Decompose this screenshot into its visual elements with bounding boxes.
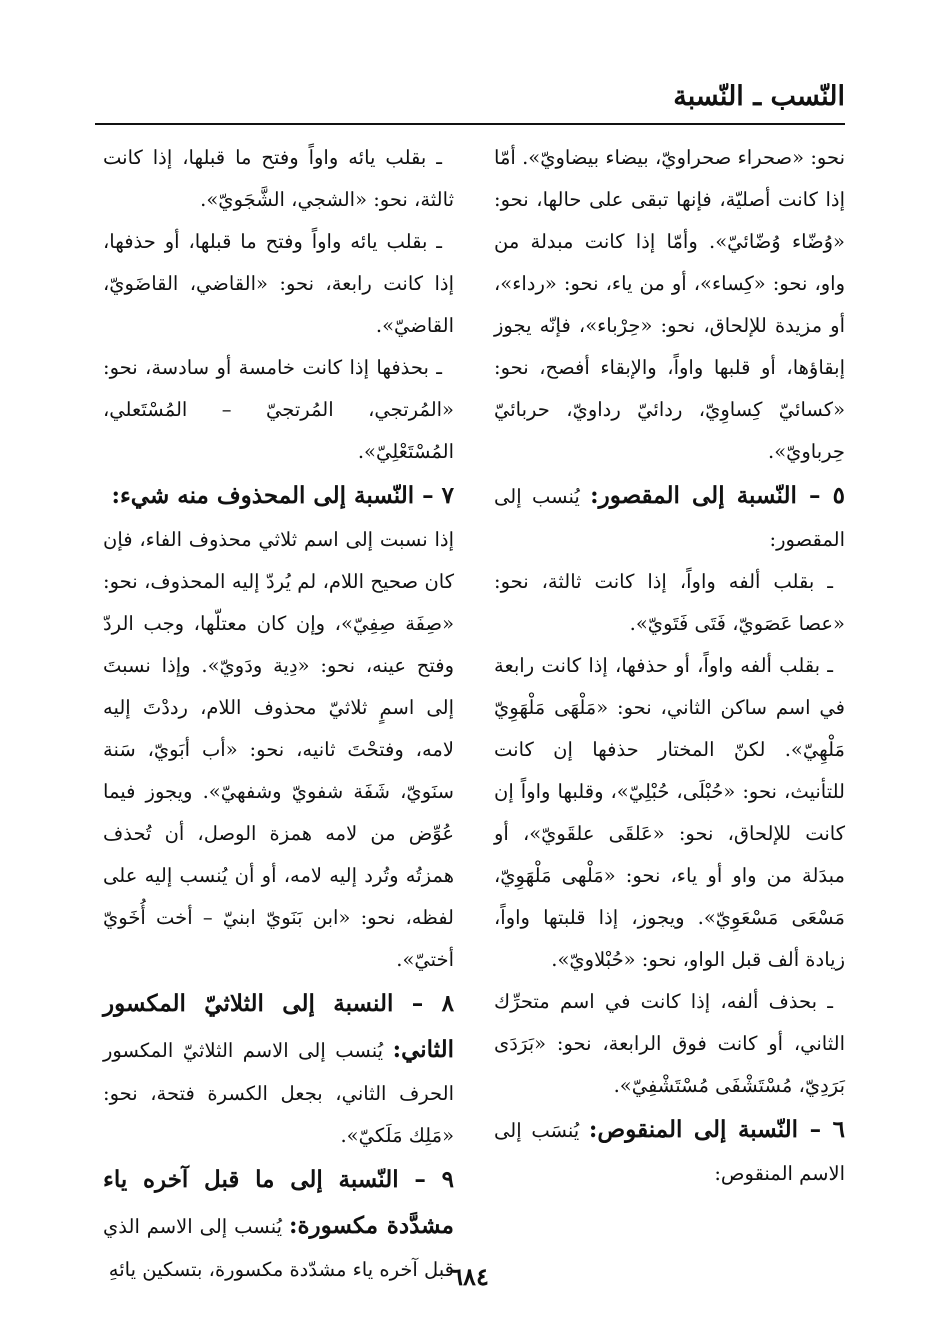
section-6 <box>494 1107 845 1195</box>
page-number: ٦٨٤ <box>450 1262 489 1291</box>
section-7-heading <box>103 473 454 519</box>
paragraph: ـ بحذف ألفه، إذا كانت في اسم متحرِّك الثاني، أو كانت فوق الرابعة، نحو: «بَرَدَى بَرَدِيّ، مُسْتَشْفَى مُسْتَشْفِيّ». <box>494 990 845 1097</box>
running-header: النّسب ـ النّسبة <box>673 81 845 112</box>
section-8 <box>103 981 454 1157</box>
paragraph: ـ بقلب ألفه واواً، أو حذفها، إذا كانت رابعة في اسم ساكن الثاني، نحو: «مَلْهَى مَلْهَوِيّ مَلْهِيّ». لكنّ المختار حذفها إن كانت للتأنيث، نحو: «حُبْلَى، حُبْلِيّ»، وقلبها واواً إن كانت للإلحاق، نحو: «عَلقَى علقَويّ»، أو مبدَلة من واو أو ياء، نحو: «مَلْهى مَلْهَوِيّ، مَسْعَى مَسْعَوِيّ». ويجوز، إذا قلبتها واواً، زيادة ألف قبل الواو، نحو: «حُبْلاويّ». <box>494 654 845 971</box>
header-rule <box>95 123 845 125</box>
section-heading: ٥ – النّسبة إلى المقصور: <box>590 482 845 509</box>
section-heading: ٨ – النسبة إلى الثلاثيّ المكسور الثاني: <box>103 990 454 1063</box>
section-intro: يُنسب إلى الاسم الذي قبل آخره ياء مشدّدة مكسورة، بتسكين يائهِ <box>103 1215 454 1281</box>
paragraph: ـ بقلب ألفه واواً، إذا كانت ثالثة، نحو: «عصا عَصَويّ، فَتَى فَتَويّ». <box>494 570 845 635</box>
section-intro: يُنسب إلى المقصور: <box>494 485 845 551</box>
section-intro: يُنسب إلى الاسم الثلاثيّ المكسور الحرف الثاني، بجعل الكسرة فتحة، نحو: «مَلِك مَلَكيّ». <box>103 1039 454 1147</box>
section-heading: ٦ – النّسبة إلى المنقوص: <box>588 1116 845 1143</box>
right-column <box>494 137 845 1247</box>
paragraph: ـ بقلب يائه واواً وفتح ما قبلها، أو حذفها، إذا كانت رابعة، نحو: «القاضي، القاضَويّ، القاضيّ». <box>103 230 454 337</box>
section-5 <box>494 473 845 561</box>
paragraph: إذا نسبت إلى اسم ثلاثي محذوف الفاء، فإن كان صحيح اللام، لم يُردّ إليه المحذوف، نحو: «صِفَة صِفِيّ»، وإن كان معتلّها، وجب الردّ وفتح عينه، نحو: «دِية ودَويّ». وإذا نسبتَ إلى اسمٍ ثلاثيّ محذوف اللام، رددْتَ إليه لامه، وفتحْتَ ثانيه، نحو: «أب أبَويّ، سَنة سنَويّ، شَفَة شفويّ وشفهيّ». ويجوز فيما عُوِّض من لامه همزة الوصل، أن تُحذف همزتُه وتُرد إليه لامه، أو أن يُنسب إليه على لفظه، نحو: «ابن بَنَويّ ابنيّ – أخت أُخَويّ أختيّ». <box>103 528 454 971</box>
section-heading: ٩ – النّسبة إلى ما قبل آخره ياء مشدَّدة مكسورة: <box>103 1166 454 1239</box>
paragraph: ـ بقلب يائه واواً وفتح ما قبلها، إذا كانت ثالثة، نحو: «الشجي، الشَّجَويّ». <box>103 146 454 211</box>
paragraph: نحو: «صحراء صحراويّ، بيضاء بيضاويّ». أمّا إذا كانت أصليّة، فإنها تبقى على حالها، نحو: «وُضّاء وُضّائيّ». وأمّا إذا كانت مبدلة من واو، نحو: «كِساء»، أو من ياء، نحو: «رداء»، أو مزيدة للإلحاق، نحو: «حِرْباء»، فإنّه يجوز إبقاؤها، أو قلبها واواً، والإبقاء أفصح، نحو: «كسائيّ كِساوِيّ، ردائيّ رداويّ، حربائيّ حِرباويّ». <box>494 146 845 463</box>
left-column <box>103 137 454 1281</box>
section-heading: ٧ – النّسبة إلى المحذوف منه شيء: <box>111 482 454 509</box>
paragraph: ـ بحذفها إذا كانت خامسة أو سادسة، نحو: «المُرتجي، المُرتجيّ – المُسْتَعلي، المُسْتَعْلِيّ». <box>103 356 454 463</box>
section-intro: يُنسَب إلى الاسم المنقوص: <box>494 1119 845 1185</box>
